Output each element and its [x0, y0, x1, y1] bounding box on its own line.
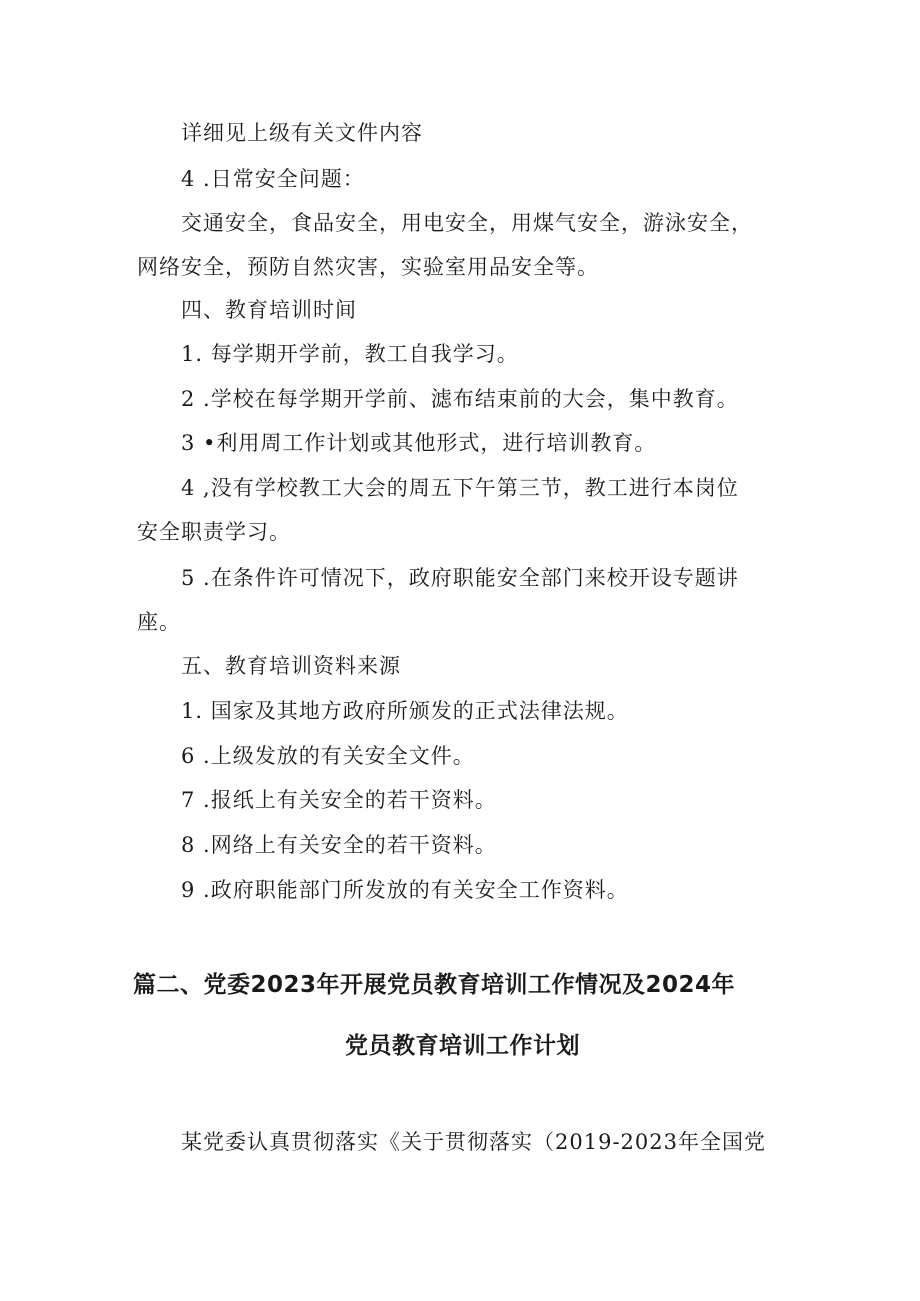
list-item: 1. 国家及其地方政府所颁发的正式法律法规。 [181, 699, 629, 723]
section-heading: 四、教育培训时间 [181, 298, 357, 322]
paragraph-line: 详细见上级有关文件内容 [181, 121, 423, 145]
paragraph-line: 交通安全，食品安全，用电安全，用煤气安全，游泳安全， [181, 211, 753, 235]
list-item: 5 .在条件许可情况下，政府职能安全部门来校开设专题讲 [181, 566, 739, 590]
list-item: 4 ,没有学校教工大会的周五下午第三节，教工进行本岗位 [181, 476, 739, 500]
list-item: 1. 每学期开学前，教工自我学习。 [181, 342, 519, 366]
list-item: 8 .网络上有关安全的若干资料。 [181, 833, 497, 857]
paragraph-line: 网络安全，预防自然灾害，实验室用品安全等。 [137, 255, 599, 279]
list-item: 7 .报纸上有关安全的若干资料。 [181, 788, 497, 812]
list-item: 2 .学校在每学期开学前、滤布结束前的大会，集中教育。 [181, 387, 739, 411]
list-item-heading: 4 .日常安全问题： [181, 167, 365, 191]
paragraph-line: 安全职责学习。 [137, 520, 291, 544]
body-paragraph-start: 某党委认真贯彻落实《关于贯彻落实（2019-2023年全国党 [181, 1130, 766, 1154]
article-title-line-1: 篇二、党委2023年开展党员教育培训工作情况及2024年 [133, 972, 736, 998]
list-item: 3 •利用周工作计划或其他形式，进行培训教育。 [181, 431, 657, 455]
article-title-line-2: 党员教育培训工作计划 [345, 1033, 580, 1059]
list-item: 9 .政府职能部门所发放的有关安全工作资料。 [181, 878, 629, 902]
section-heading: 五、教育培训资料来源 [181, 654, 401, 678]
list-item: 6 .上级发放的有关安全文件。 [181, 744, 475, 768]
paragraph-line: 座。 [137, 610, 181, 634]
